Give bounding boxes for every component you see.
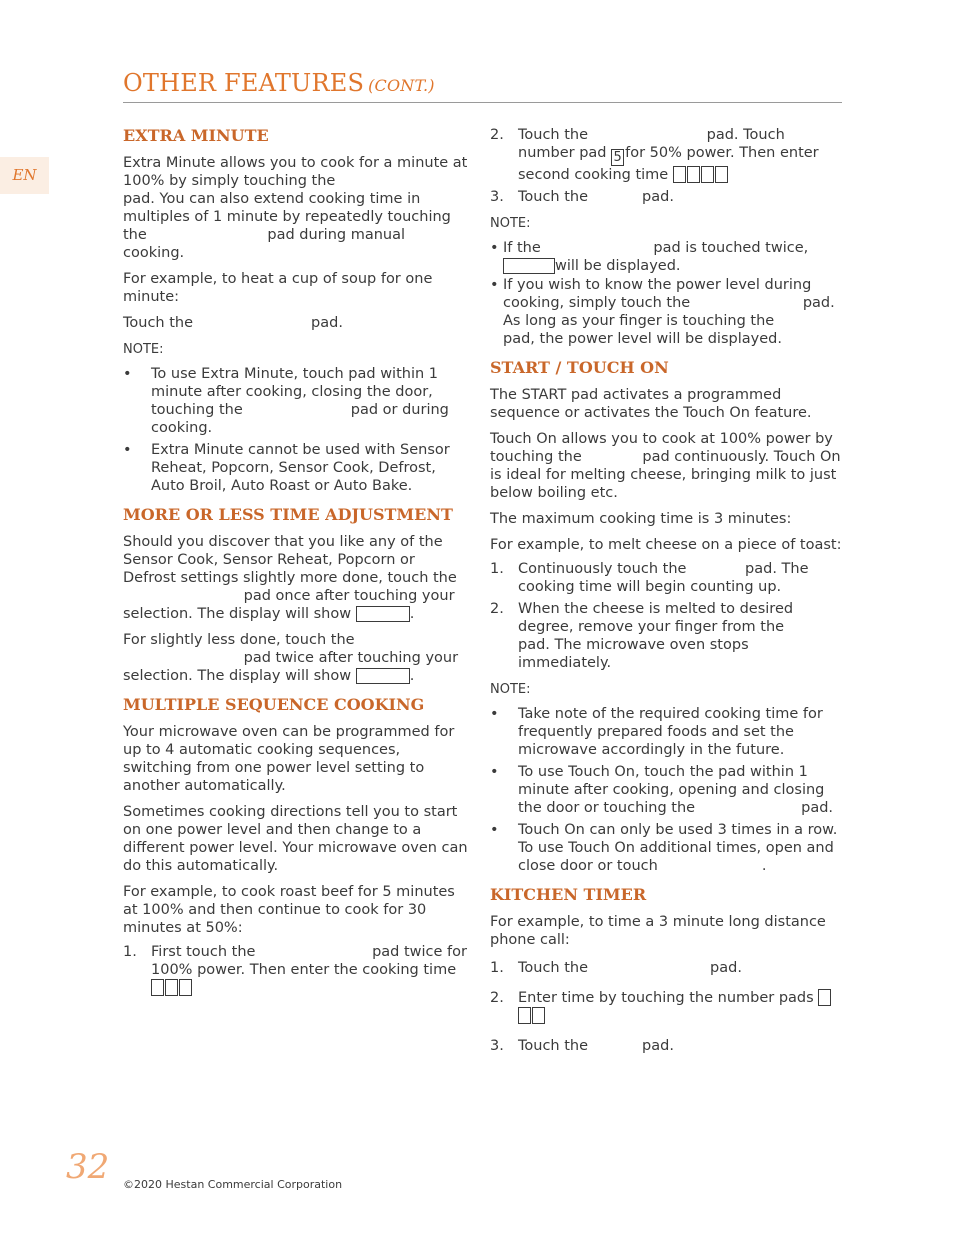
steps-list [123,943,468,997]
text: Touch the [518,127,589,143]
list-item [490,821,842,875]
digit-box [532,1007,545,1024]
text: Touch On can only be used 3 times in a row. To use Touch On additional times, open and close door or touch [518,822,838,874]
text: When the cheese is melted to desired degree, remove your finger from the [518,601,794,635]
step-number: 2. [490,601,504,617]
text: Enter time by touching the number pads [518,990,814,1006]
bullet: • [490,706,499,722]
text: pad. The microwave oven stops immediately. [518,637,749,671]
text: pad. The cooking time will begin counting up. [518,561,809,595]
list-item [490,763,842,817]
text: pad. [801,800,834,816]
digit-box [179,979,192,996]
list-item [490,989,842,1025]
text: pad. [710,960,742,976]
list-item [490,188,842,206]
section-title: MULTIPLE SEQUENCE COOKING [123,695,425,714]
text: pad once after touching your selection. The display will show [123,588,455,622]
paragraph: For example, to heat a cup of soup for one minute: [123,271,433,305]
text: for 50% power. Then enter second cooking time [518,145,819,183]
text: Continuously touch the [518,561,687,577]
paragraph [123,533,468,623]
steps-list [490,959,842,1055]
step-number: 1. [490,561,504,577]
paragraph: Your microwave oven can be programmed for up to 4 automatic cooking sequences, switching from one power level setting to another automatically. [123,724,455,794]
section-title: MORE OR LESS TIME ADJUSTMENT [123,505,453,524]
text: pad or during cooking. [151,402,449,436]
page-title [123,69,435,97]
note-list [123,365,468,495]
text: pad. You can also extend cooking time in multiples of 1 minute by repeatedly touching the [123,191,451,243]
text: Take note of the required cooking time for frequently prepared foods and set the microwave accordingly in the future. [518,706,823,758]
text: pad twice for 100% power. Then enter the cooking time [151,944,467,978]
right-column [490,126,842,1059]
page-title-text: OTHER FEATURES [123,69,365,97]
text: pad is touched twice, [653,240,809,256]
bullet: • [490,764,499,780]
text: pad. As long as your finger is touching the [503,295,835,329]
section-title: KITCHEN TIMER [490,885,647,904]
list-item [490,705,842,759]
text: To use Extra Minute, touch pad within 1 minute after cooking, closing the door, touching the [151,366,439,418]
step-number: 3. [490,1038,504,1054]
text: pad during manual cooking. [123,227,406,261]
paragraph: The START pad activates a programmed sequence or activates the Touch On feature. [490,387,812,421]
text: First touch the [151,944,256,960]
section-title: START / TOUCH ON [490,358,669,377]
display-box [356,668,410,684]
bullet: • [123,366,132,382]
note-label: NOTE: [490,682,531,697]
text: Touch the [518,189,589,205]
text: pad. Touch number pad [518,127,785,161]
paragraph: For example, to cook roast beef for 5 minutes at 100% and then continue to cook for 30 minutes at 50%: [123,884,455,936]
page-title-suffix: (CONT.) [368,76,435,95]
note-list [490,705,842,875]
copyright-notice: ©2020 Hestan Commercial Corporation [123,1178,343,1191]
paragraph: Sometimes cooking directions tell you to start on one power level and then change to a different power level. Your microwave oven can do this automatically. [123,804,468,874]
paragraph [490,430,842,502]
text: pad. [642,189,674,205]
digit-box [673,166,686,183]
text: If the [503,240,541,256]
section-multiple-sequence [123,695,468,997]
text: pad. [642,1038,674,1054]
section-start-touch-on [490,358,842,875]
digit-box [165,979,178,996]
digit-box [818,989,831,1006]
bullet: • [490,277,499,293]
text: For slightly less done, touch the [123,632,355,648]
text: . [409,606,415,622]
step-number: 2. [490,127,504,143]
language-tab: EN [0,157,49,194]
list-item [490,959,842,977]
section-title: EXTRA MINUTE [123,126,269,145]
left-column [123,126,468,1001]
list-item [490,239,842,275]
digit-box [715,166,728,183]
text: pad. [311,315,343,331]
steps-list [490,126,842,206]
digit-box [687,166,700,183]
section-more-less-time [123,505,468,685]
text: . [761,858,767,874]
text: . [409,668,415,684]
text: pad continuously. Touch On is ideal for melting cheese, bringing milk to just below boiling etc. [490,449,841,501]
paragraph: For example, to melt cheese on a piece of toast: [490,537,842,553]
section-kitchen-timer [490,885,842,1055]
display-box [503,258,555,274]
digit-box [701,166,714,183]
list-item [490,276,842,348]
step-number: 2. [490,990,504,1006]
list-item [490,600,842,672]
step-number: 1. [490,960,504,976]
list-item [123,365,468,437]
list-item [123,943,468,997]
text: To use Touch On, touch the pad within 1 minute after cooking, opening and closing the door or touching the [518,764,825,816]
paragraph: The maximum cooking time is 3 minutes: [490,511,792,527]
page-number: 32 [66,1147,110,1187]
bullet: • [490,822,499,838]
paragraph: For example, to time a 3 minute long distance phone call: [490,914,826,948]
list-item [123,441,468,495]
text: will be displayed. [555,258,681,274]
list-item [490,126,842,184]
text: Touch the [123,315,194,331]
section-extra-minute [123,126,468,495]
step-number: 3. [490,189,504,205]
text: Touch the [518,960,589,976]
steps-list [490,560,842,672]
section-multiple-sequence-cont [490,126,842,348]
text: Extra Minute allows you to cook for a minute at 100% by simply touching the [123,155,468,189]
list-item [490,560,842,596]
bullet: • [490,240,499,256]
step-number: 1. [123,944,137,960]
text: If you wish to know the power level during cooking, simply touch the [503,277,812,311]
display-box [356,606,410,622]
note-list [490,239,842,348]
paragraph [123,631,468,685]
paragraph [123,314,468,332]
digit-box [518,1007,531,1024]
list-item [490,1037,842,1055]
digit-box: 5 [611,149,624,166]
page-header [123,69,842,103]
text: Touch On allows you to cook at 100% power by touching the [490,431,833,465]
text: Extra Minute cannot be used with Sensor Reheat, Popcorn, Sensor Cook, Defrost, Auto Broil, Auto Roast or Auto Bake. [151,442,450,494]
text: pad twice after touching your selection. The display will show [123,650,459,684]
paragraph [123,154,468,262]
bullet: • [123,442,132,458]
digit-box [151,979,164,996]
note-label: NOTE: [123,342,164,357]
text: Touch the [518,1038,589,1054]
text: pad, the power level will be displayed. [503,331,782,347]
note-label: NOTE: [490,216,531,231]
text: Should you discover that you like any of the Sensor Cook, Sensor Reheat, Popcorn or Defrost settings slightly more done, touch the [123,534,457,586]
